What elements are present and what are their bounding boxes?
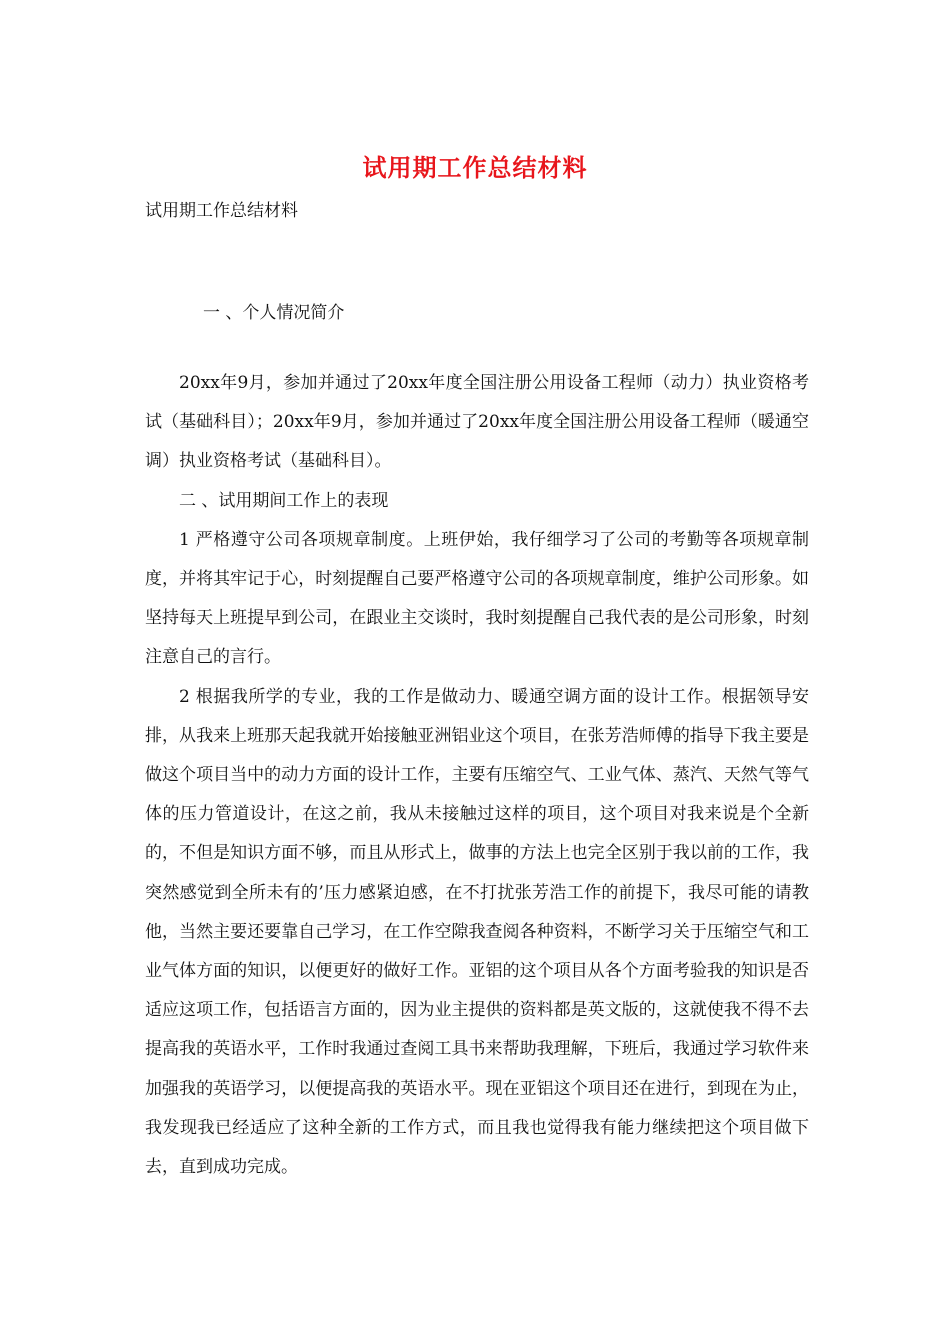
document-subtitle: 试用期工作总结材料: [145, 201, 298, 221]
paragraph-design-work: 2 根据我所学的专业，我的工作是做动力、暖通空调方面的设计工作。根据领导安排，从我来上班那天起我就开始接触亚洲铝业这个项目，在张芳浩师傅的指导下我主要是做这个项目当中的动力方面的设计工作，主要有压缩空气、工业气体、蒸汽、天然气等气体的压力管道设计，在这之前，我从未接触过这样的项目，这个项目对我来说是个全新的，不但是知识方面不够，而且从形式上，做事的方法上也完全区别于我以前的工作，我突然感觉到全所未有的’压力感紧迫感，在不打扰张芳浩工作的前提下，我尽可能的请教他，当然主要还要靠自己学习，在工作空隙我查阅各种资料，不断学习关于压缩空气和工业气体方面的知识，以便更好的做好工作。亚铝的这个项目从各个方面考验我的知识是否适应这项工作，包括语言方面的，因为业主提供的资料都是英文版的，这就使我不得不去提高我的英语水平，工作时我通过查阅工具书来帮助我理解，下班后，我通过学习软件来加强我的英语学习，以便提高我的英语水平。现在亚铝这个项目还在进行，到现在为止，我发现我已经适应了这种全新的工作方式，而且我也觉得我有能力继续把这个项目做下去，直到成功完成。: [145, 686, 809, 1178]
document-title: 试用期工作总结材料: [362, 153, 588, 182]
paragraph-exam-info: 20xx年9月，参加并通过了20xx年度全国注册公用设备工程师（动力）执业资格考试（基础科目）；20xx年9月，参加并通过了20xx年度全国注册公用设备工程师（暖通空调）执业资格考试（基础科目）。: [145, 373, 809, 472]
paragraph-rules: 1 严格遵守公司各项规章制度。上班伊始，我仔细学习了公司的考勤等各项规章制度，并将其牢记于心，时刻提醒自己要严格遵守公司的各项规章制度，维护公司形象。如坚持每天上班提早到公司，在跟业主交谈时，我时刻提醒自己我代表的是公司形象，时刻注意自己的言行。: [145, 529, 809, 668]
document-body: [145, 364, 809, 1187]
section-heading-work-performance: 二 、试用期间工作上的表现: [179, 490, 389, 511]
section-heading-personal-info: 一 、个人情况简介: [203, 303, 345, 323]
